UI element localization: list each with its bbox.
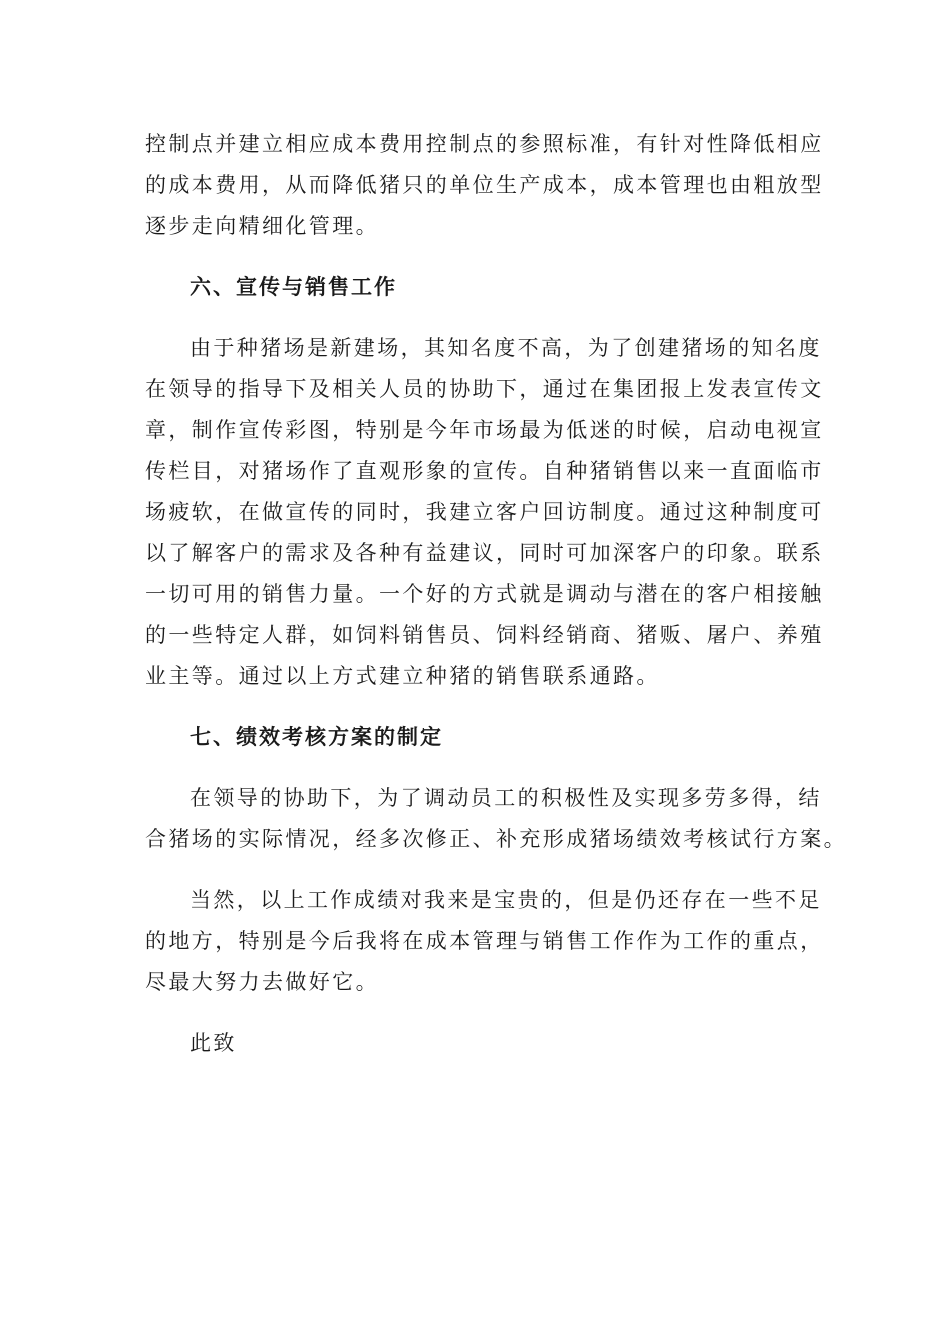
conclusion-paragraph	[145, 880, 824, 1003]
performance-assessment-paragraph	[145, 778, 847, 860]
paragraph-line: 章，制作宣传彩图，特别是今年市场最为低迷的时候，启动电视宣	[145, 418, 824, 442]
paragraph-line: 尽最大努力去做好它。	[145, 970, 379, 994]
paragraph-line: 在领导的协助下，为了调动员工的积极性及实现多劳多得，结	[190, 786, 822, 810]
intro-paragraph	[145, 124, 824, 247]
paragraph-line: 的成本费用，从而降低猪只的单位生产成本，成本管理也由粗放型	[145, 173, 824, 197]
paragraph-line: 的一些特定人群，如饲料销售员、饲料经销商、猪贩、屠户、养殖	[145, 623, 824, 647]
paragraph-line: 传栏目，对猪场作了直观形象的宣传。自种猪销售以来一直面临市	[145, 459, 824, 483]
paragraph-line: 当然，以上工作成绩对我来是宝贵的，但是仍还存在一些不足	[190, 888, 822, 912]
paragraph-line: 以了解客户的需求及各种有益建议，同时可加深客户的印象。联系	[145, 541, 824, 565]
paragraph-line: 逐步走向精细化管理。	[145, 214, 379, 238]
section-heading-performance-assessment: 七、绩效考核方案的制定	[190, 725, 443, 749]
closing-salutation: 此致	[190, 1031, 237, 1055]
paragraph-line: 由于种猪场是新建场，其知名度不高，为了创建猪场的知名度	[190, 336, 822, 360]
section-heading-publicity-sales: 六、宣传与销售工作	[190, 275, 397, 299]
publicity-sales-paragraph	[145, 328, 824, 697]
paragraph-line: 控制点并建立相应成本费用控制点的参照标准，有针对性降低相应	[145, 132, 824, 156]
paragraph-line: 合猪场的实际情况，经多次修正、补充形成猪场绩效考核试行方案。	[145, 827, 847, 851]
paragraph-line: 在领导的指导下及相关人员的协助下，通过在集团报上发表宣传文	[145, 377, 824, 401]
paragraph-line: 场疲软，在做宣传的同时，我建立客户回访制度。通过这种制度可	[145, 500, 824, 524]
paragraph-line: 一切可用的销售力量。一个好的方式就是调动与潜在的客户相接触	[145, 582, 824, 606]
paragraph-line: 业主等。通过以上方式建立种猪的销售联系通路。	[145, 664, 660, 688]
paragraph-line: 的地方，特别是今后我将在成本管理与销售工作作为工作的重点，	[145, 929, 824, 953]
document-body	[145, 124, 847, 1064]
